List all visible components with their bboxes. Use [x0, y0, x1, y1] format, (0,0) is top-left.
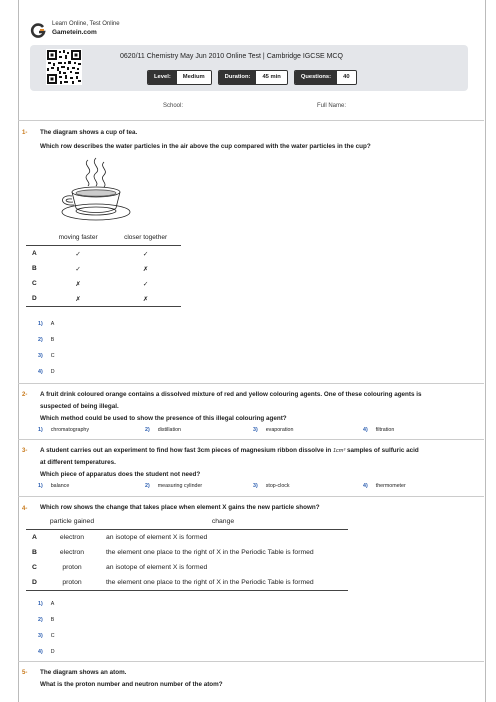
table-header: closer together — [110, 230, 181, 246]
divider — [18, 383, 484, 384]
table-row: B ✓ ✗ — [32, 265, 149, 273]
test-header — [30, 45, 468, 91]
question-text: A student carries out an experiment to find how fast 3cm pieces of magnesium ribbon dissolve in 1cm³ samples of sulfuric acid — [40, 447, 419, 454]
question-text: The diagram shows a cup of tea. — [40, 129, 138, 136]
table-header: particle gained — [46, 514, 98, 530]
answer-option-1[interactable]: 1) A — [38, 601, 55, 607]
question-text: at different temperatures. — [40, 459, 116, 466]
brand-tagline: Learn Online, Test Online — [52, 21, 120, 27]
question-number: 2- — [22, 392, 28, 398]
table-header: moving faster — [46, 230, 110, 246]
tea-cup-diagram — [52, 156, 132, 222]
test-meta — [147, 70, 357, 85]
questions-pill — [294, 70, 357, 85]
divider — [18, 661, 484, 662]
table-header: change — [98, 514, 348, 530]
brand[interactable] — [30, 20, 120, 39]
answer-option-2[interactable]: 2) measuring cylinder — [145, 483, 203, 489]
answer-option-3[interactable]: 3) stop-clock — [253, 483, 290, 489]
answer-option-3[interactable]: 3) C — [38, 633, 55, 639]
level-value: Medium — [177, 71, 211, 84]
answer-option-3[interactable]: 3) C — [38, 353, 55, 359]
level-pill — [147, 70, 212, 85]
table-row: A electron an isotope of element X is formed — [32, 534, 208, 541]
answer-option-1[interactable]: 1) balance — [38, 483, 70, 489]
table-row: D proton the element one place to the right of X in the Periodic Table is formed — [26, 575, 348, 591]
full-name-label: Full Name: — [317, 103, 347, 109]
table-row: A ✓ ✓ — [32, 250, 149, 258]
divider — [18, 439, 484, 440]
answer-option-1[interactable]: 1) chromatography — [38, 427, 89, 433]
answer-option-2[interactable]: 2) B — [38, 617, 55, 623]
table-row: B electron the element one place to the right of X in the Periodic Table is formed — [32, 549, 314, 556]
brand-site: Gametein.com — [52, 29, 97, 36]
q4-table — [26, 514, 348, 591]
question-text: Which row shows the change that takes place when element X gains the new particle shown? — [40, 504, 320, 511]
answer-option-4[interactable]: 4) D — [38, 369, 55, 375]
answer-option-3[interactable]: 3) evaporation — [253, 427, 294, 433]
question-text: The diagram shows an atom. — [40, 669, 127, 676]
test-title: 0620/11 Chemistry May Jun 2010 Online Test | Cambridge IGCSE MCQ — [120, 53, 343, 60]
divider — [18, 120, 484, 121]
table-row: D ✗ ✗ — [26, 291, 181, 307]
question-text: suspected of being illegal. — [40, 403, 119, 410]
level-label: Level: — [148, 71, 177, 84]
school-label: School: — [163, 103, 184, 109]
question-text: Which method could be used to show the presence of this illegal colouring agent? — [40, 415, 287, 422]
answer-option-4[interactable]: 4) D — [38, 649, 55, 655]
question-number: 1- — [22, 130, 28, 136]
question-text: What is the proton number and neutron number of the atom? — [40, 681, 223, 688]
question-number: 3- — [22, 448, 28, 454]
question-text: A fruit drink coloured orange contains a dissolved mixture of red and yellow colouring agents. One of these colouring agents is — [40, 391, 422, 398]
page-frame — [18, 0, 486, 702]
answer-option-4[interactable]: 4) thermometer — [363, 483, 406, 489]
divider — [18, 496, 484, 497]
answer-option-1[interactable]: 1) A — [38, 321, 55, 327]
question-number: 4- — [22, 506, 28, 512]
unit-formula: 1cm³ — [332, 448, 346, 454]
qr-code-icon — [46, 49, 82, 85]
q1-table — [26, 230, 181, 307]
question-text: Which piece of apparatus does the student not need? — [40, 471, 201, 478]
duration-label: Duration: — [219, 71, 257, 84]
questions-value: 40 — [337, 71, 355, 84]
gametein-logo-icon — [30, 23, 46, 39]
answer-option-2[interactable]: 2) distillation — [145, 427, 181, 433]
table-row: C ✗ ✓ — [32, 280, 149, 288]
answer-option-4[interactable]: 4) filtration — [363, 427, 395, 433]
duration-value: 45 min — [256, 71, 286, 84]
duration-pill — [218, 70, 288, 85]
question-text: Which row describes the water particles in the air above the cup compared with the water particles in the cup? — [40, 143, 371, 150]
table-row: C proton an isotope of element X is formed — [32, 564, 208, 571]
questions-label: Questions: — [295, 71, 337, 84]
question-number: 5- — [22, 670, 28, 676]
answer-option-2[interactable]: 2) B — [38, 337, 55, 343]
